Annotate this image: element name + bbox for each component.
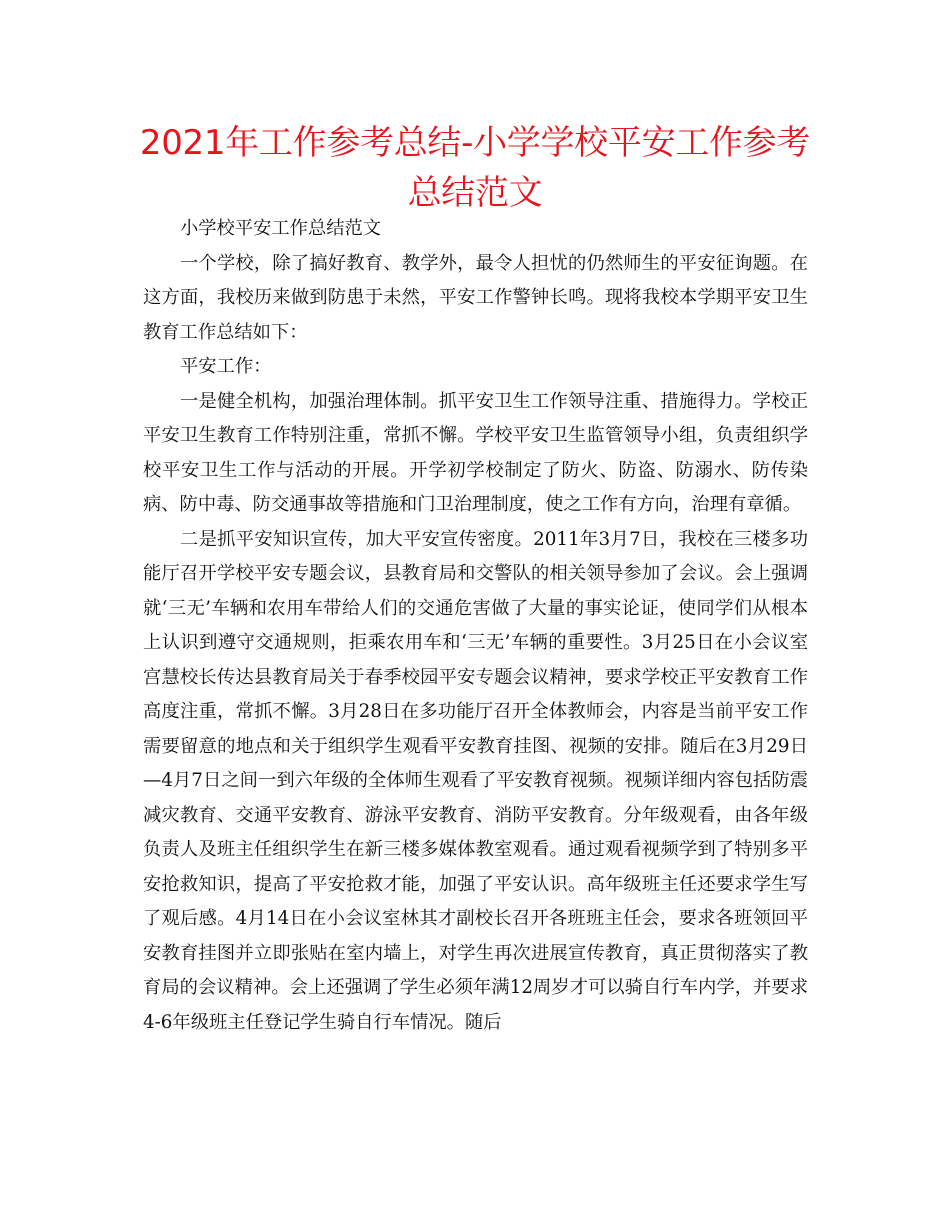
paragraph-section-heading: 平安工作： [180,356,272,377]
paragraph-intro: 一个学校，除了搞好教育、教学外，最令人担忧的仍然师生的平安征询题。在这方面，我校历来做到防患于未然，平安工作警钟长鸣。现将我校本学期平安卫生教育工作总结如下： [143,252,808,343]
paragraph-point-two: 二是抓平安知识宣传，加大平安宣传密度。2011年3月7日，我校在三楼多功能厅召开学校平安专题会议，县教育局和交警队的相关领导参加了会议。会上强调就‘三无’车辆和农用车带给人们的交通危害做了大量的事实论证，使同学们从根本上认识到遵守交通规则，拒乘农用车和‘三无’车辆的重要性。3月25日在小会议室宫慧校长传达县教育局关于春季校园平安专题会议精神，要求学校正平安教育工作高度注重，常抓不懈。3月28日在多功能厅召开全体教师会，内容是当前平安工作需要留意的地点和关于组织学生观看平安教育挂图、视频的安排。随后在3月29日—4月7日之间一到六年级的全体师生观看了平安教育视频。视频详细内容包括防震减灾教育、交通平安教育、游泳平安教育、消防平安教育。分年级观看，由各年级负责人及班主任组织学生在新三楼多媒体教室观看。通过观看视频学到了特别多平安抢救知识，提高了平安抢救才能，加强了平安认识。高年级班主任还要求学生写了观后感。4月14日在小会议室林其才副校长召开各班班主任会，要求各班领回平安教育挂图并立即张贴在室内墙上，对学生再次进展宣传教育，真正贯彻落实了教育局的会议精神。会上还强调了学生必须年满12周岁才可以骑自行车内学，并要求4-6年级班主任登记学生骑自行车情况。随后 [143,528,808,1033]
document-title: 2021年工作参考总结-小学学校平安工作参考总结范文 [139,123,811,213]
paragraph-point-one: 一是健全机构，加强治理体制。抓平安卫生工作领导注重、措施得力。学校正平安卫生教育工作特别注重，常抓不懈。学校平安卫生监管领导小组，负责组织学校平安卫生工作与活动的开展。开学初学校制定了防火、防盗、防溺水、防传染病、防中毒、防交通事故等措施和门卫治理制度，使之工作有方向，治理有章循。 [143,390,808,515]
paragraph-subtitle: 小学校平安工作总结范文 [180,218,382,239]
document-body [143,212,808,1040]
